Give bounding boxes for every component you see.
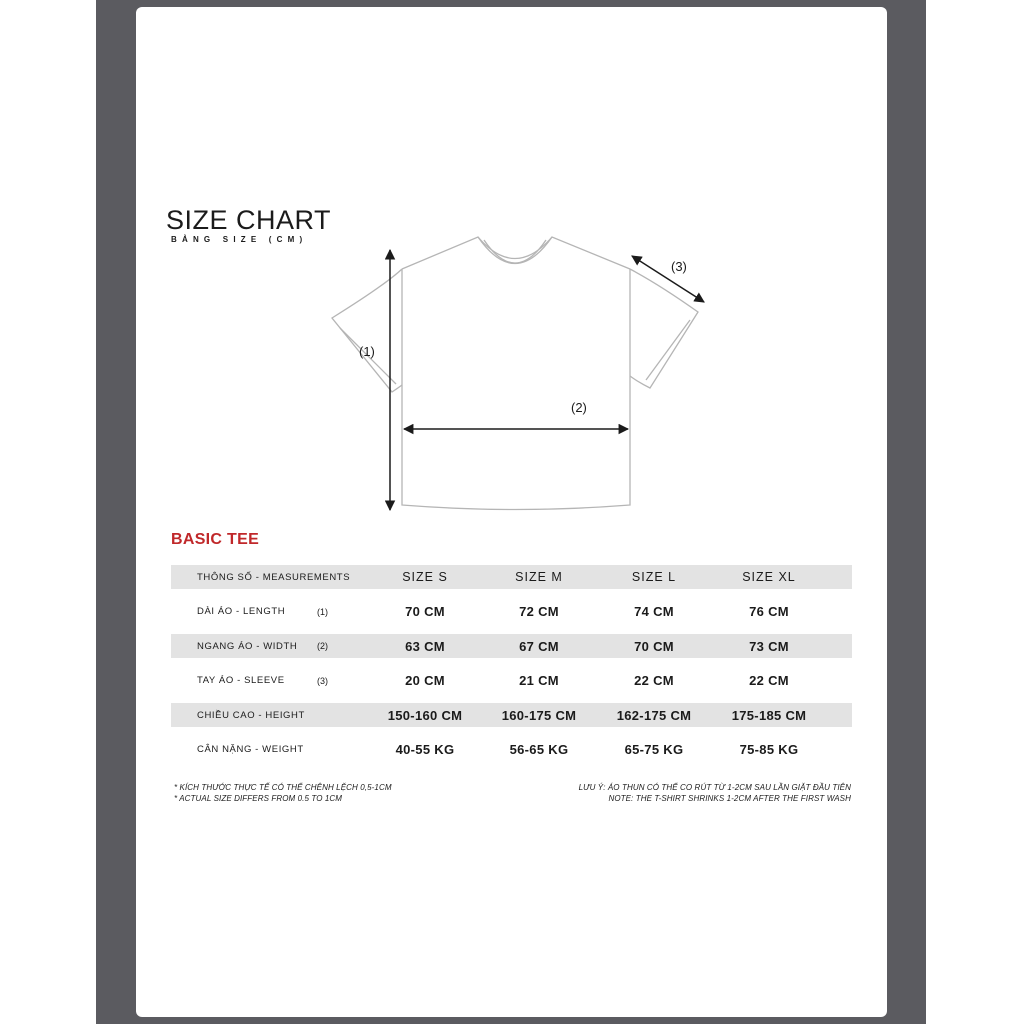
cell: 74 CM <box>634 604 674 619</box>
header-size-s: SIZE S <box>402 570 448 584</box>
cell: 76 CM <box>749 604 789 619</box>
section-title: BASIC TEE <box>171 531 260 548</box>
footnote-left-en: * ACTUAL SIZE DIFFERS FROM 0.5 TO 1CM <box>174 794 343 803</box>
table-row-weight <box>171 738 852 762</box>
row-label: TAY ÁO - SLEEVE <box>197 675 285 686</box>
header-size-xl: SIZE XL <box>742 570 796 584</box>
cell: 160-175 CM <box>501 707 577 723</box>
header-size-m: SIZE M <box>515 570 563 584</box>
tshirt-outline <box>332 237 698 510</box>
footnote-right-en: NOTE: THE T-SHIRT SHRINKS 1-2CM AFTER THE FIRST WASH <box>608 794 851 803</box>
row-ref: (1) <box>317 606 328 617</box>
footnote-right-vi: LƯU Ý: ÁO THUN CÓ THỂ CO RÚT TỪ 1-2CM SAU LẦN GIẶT ĐẦU TIÊN <box>578 783 851 792</box>
page-title: SIZE CHART <box>166 205 332 235</box>
cell: 65-75 KG <box>624 742 684 757</box>
row-ref: (2) <box>317 641 328 651</box>
cell: 56-65 KG <box>509 742 569 757</box>
table-row-length <box>171 600 852 624</box>
row-ref: (3) <box>317 675 328 686</box>
cell: 73 CM <box>749 638 789 654</box>
width-label: (2) <box>571 400 587 415</box>
row-label: CÂN NẶNG - WEIGHT <box>197 744 304 755</box>
cell: 72 CM <box>519 604 559 619</box>
cell: 22 CM <box>749 673 789 688</box>
table-header-row <box>171 565 852 589</box>
cell: 162-175 CM <box>616 707 692 723</box>
cell: 70 CM <box>405 604 445 619</box>
cell: 20 CM <box>405 673 445 688</box>
table-row-width <box>171 634 852 658</box>
cell: 150-160 CM <box>387 707 463 723</box>
header-label: THÔNG SỐ - MEASUREMENTS <box>197 571 351 583</box>
footnote-left <box>174 782 392 804</box>
cell: 63 CM <box>405 638 445 654</box>
cell: 70 CM <box>634 638 674 654</box>
cell: 22 CM <box>634 673 674 688</box>
page-subtitle: BẢNG SIZE (CM) <box>171 235 308 244</box>
footnote-right <box>579 782 851 804</box>
cell: 67 CM <box>519 638 559 654</box>
cell: 21 CM <box>519 673 559 688</box>
sleeve-label: (3) <box>671 259 687 274</box>
table-row-height <box>171 703 852 727</box>
row-label: CHIỀU CAO - HEIGHT <box>197 709 305 721</box>
cell: 175-185 CM <box>731 707 807 723</box>
sleeve-arrow <box>632 256 704 302</box>
size-table <box>171 565 852 772</box>
row-label: DÀI ÁO - LENGTH <box>197 606 286 617</box>
table-row-sleeve <box>171 669 852 693</box>
cell: 40-55 KG <box>395 742 455 757</box>
row-label: NGANG ÁO - WIDTH <box>197 640 298 652</box>
length-label: (1) <box>359 344 375 359</box>
header-size-l: SIZE L <box>631 570 677 584</box>
cell: 75-85 KG <box>739 742 799 757</box>
footnote-left-vi: * KÍCH THƯỚC THỰC TẾ CÓ THỂ CHÊNH LỆCH 0,5-1CM <box>174 783 392 792</box>
